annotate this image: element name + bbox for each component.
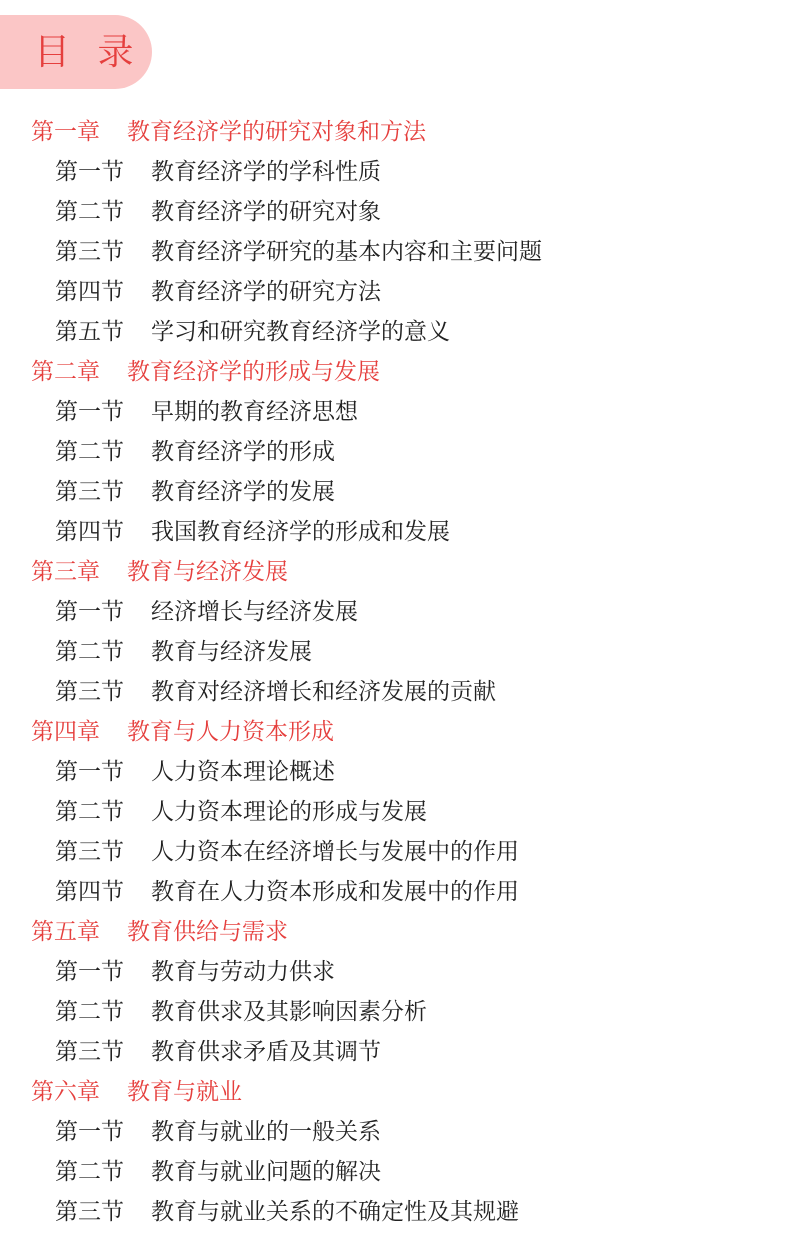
section-number: 第五节 [55,319,124,345]
section-title: 教育经济学的发展 [151,479,335,505]
chapter-entry[interactable] [0,352,790,392]
chapter-number: 第五章 [31,919,100,945]
section-title: 教育经济学研究的基本内容和主要问题 [151,239,542,265]
chapter-entry[interactable] [0,1072,790,1112]
section-number: 第二节 [55,639,124,665]
section-entry[interactable] [0,472,790,512]
chapter-number: 第四章 [31,719,100,745]
chapter-title: 教育与就业 [127,1079,242,1105]
section-entry[interactable] [0,1152,790,1192]
section-title: 我国教育经济学的形成和发展 [151,519,450,545]
page-title: 目 录 [34,32,142,73]
section-entry[interactable] [0,952,790,992]
section-number: 第二节 [55,999,124,1025]
section-number: 第一节 [55,399,124,425]
section-number: 第四节 [55,879,124,905]
chapter-title: 教育经济学的研究对象和方法 [127,119,426,145]
section-entry[interactable] [0,152,790,192]
section-entry[interactable] [0,312,790,352]
section-number: 第一节 [55,1119,124,1145]
chapter-entry[interactable] [0,712,790,752]
section-title: 教育供求及其影响因素分析 [151,999,427,1025]
chapter-entry[interactable] [0,552,790,592]
section-entry[interactable] [0,872,790,912]
section-title: 人力资本在经济增长与发展中的作用 [151,839,519,865]
section-title: 经济增长与经济发展 [151,599,358,625]
section-number: 第一节 [55,159,124,185]
section-title: 教育供求矛盾及其调节 [151,1039,381,1065]
section-entry[interactable] [0,232,790,272]
section-entry[interactable] [0,992,790,1032]
section-entry[interactable] [0,512,790,552]
section-number: 第一节 [55,759,124,785]
section-number: 第二节 [55,439,124,465]
chapter-number: 第六章 [31,1079,100,1105]
chapter-title: 教育与人力资本形成 [127,719,334,745]
chapter-title: 教育供给与需求 [127,919,288,945]
section-number: 第四节 [55,279,124,305]
section-number: 第二节 [55,199,124,225]
section-title: 教育与经济发展 [151,639,312,665]
section-entry[interactable] [0,1192,790,1232]
section-title: 教育与就业的一般关系 [151,1119,381,1145]
section-title: 教育经济学的研究方法 [151,279,381,305]
section-entry[interactable] [0,272,790,312]
section-title: 教育与就业关系的不确定性及其规避 [151,1199,519,1225]
section-number: 第二节 [55,1159,124,1185]
chapter-number: 第三章 [31,559,100,585]
section-number: 第三节 [55,679,124,705]
section-entry[interactable] [0,192,790,232]
section-title: 教育与就业问题的解决 [151,1159,381,1185]
section-entry[interactable] [0,832,790,872]
section-entry[interactable] [0,432,790,472]
section-number: 第四节 [55,519,124,545]
section-number: 第三节 [55,1039,124,1065]
section-entry[interactable] [0,632,790,672]
chapter-number: 第二章 [31,359,100,385]
chapter-entry[interactable] [0,912,790,952]
table-of-contents [0,112,790,1232]
chapter-entry[interactable] [0,112,790,152]
section-number: 第三节 [55,839,124,865]
section-title: 教育对经济增长和经济发展的贡献 [151,679,496,705]
section-entry[interactable] [0,1032,790,1072]
section-title: 教育经济学的研究对象 [151,199,381,225]
section-entry[interactable] [0,672,790,712]
section-entry[interactable] [0,752,790,792]
chapter-title: 教育经济学的形成与发展 [127,359,380,385]
section-number: 第一节 [55,599,124,625]
section-number: 第三节 [55,479,124,505]
section-title: 教育经济学的形成 [151,439,335,465]
section-number: 第三节 [55,1199,124,1225]
section-entry[interactable] [0,592,790,632]
chapter-number: 第一章 [31,119,100,145]
section-title: 教育经济学的学科性质 [151,159,381,185]
section-number: 第二节 [55,799,124,825]
section-number: 第三节 [55,239,124,265]
section-title: 早期的教育经济思想 [151,399,358,425]
section-title: 教育在人力资本形成和发展中的作用 [151,879,519,905]
section-title: 教育与劳动力供求 [151,959,335,985]
section-entry[interactable] [0,792,790,832]
section-number: 第一节 [55,959,124,985]
section-entry[interactable] [0,392,790,432]
section-title: 人力资本理论概述 [151,759,335,785]
section-entry[interactable] [0,1112,790,1152]
section-title: 人力资本理论的形成与发展 [151,799,427,825]
chapter-title: 教育与经济发展 [127,559,288,585]
section-title: 学习和研究教育经济学的意义 [151,319,450,345]
